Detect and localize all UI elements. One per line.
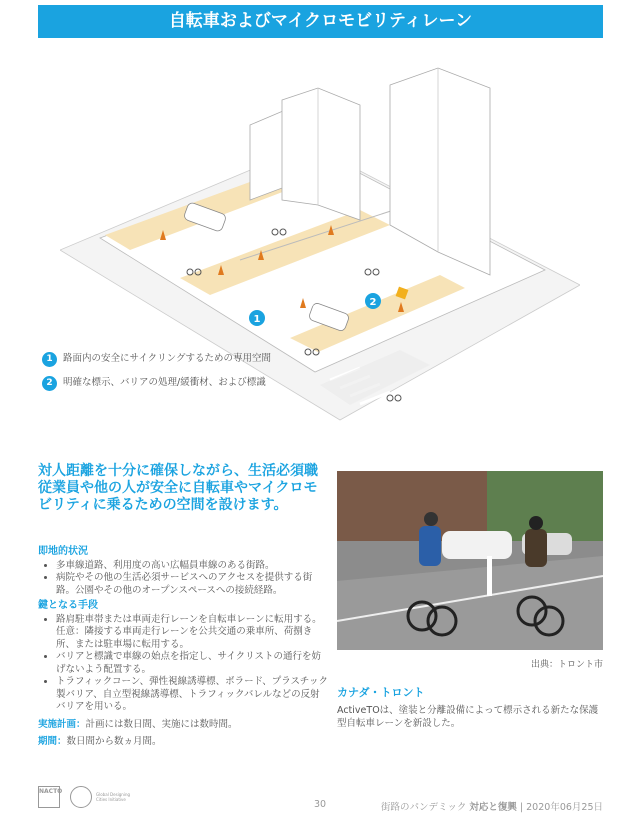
page-number: 30 [314, 799, 327, 810]
list-item: • バリアと標識で車線の始点を指定し、サイクリストの通行を妨げないよう配置する。 [56, 651, 328, 676]
svg-text:2: 2 [369, 297, 377, 308]
page-header [38, 5, 603, 38]
implementation-label: 実施計画： [38, 718, 86, 730]
svg-text:1: 1 [253, 314, 261, 325]
nacto-logo-text: NACTO [39, 788, 63, 795]
case-text: ActiveTOは、塗装と分離設備によって標示される新たな保護型自転車レーンを新設した。 [337, 705, 599, 729]
nacto-logo [38, 786, 63, 808]
period [38, 736, 328, 749]
building-2 [282, 88, 360, 220]
period-text: 数日間から数ヵ月間。 [66, 736, 162, 747]
page-title: 自転車およびマイクロモビリティレーン [168, 11, 473, 31]
callout-2 [365, 293, 381, 309]
legend-text: 明確な標示、バリアの処理/緩衝材、および標識 [63, 377, 266, 388]
gdci-globe-icon [70, 786, 92, 808]
legend-number: 2 [42, 376, 57, 391]
footer-doc-title: 街路のパンデミック [381, 802, 467, 813]
implementation [38, 719, 328, 732]
implementation-text: 計画には数日間、実施には数時間。 [85, 718, 238, 730]
footer-sep: | [519, 802, 527, 813]
list-item: • 路肩駐車帯または車両走行レーンを自転車レーンに転用する。任意：隣接する車両走行レーンを公共交通の乗車所、荷捌き所、または駐車場に転用する。 [56, 614, 328, 652]
legend-item [42, 352, 272, 367]
headline: 対人距離を十分に確保しながら、生活必須職従業員や他の人が安全に自転車やマイクロモビリティに乗るための空間を設けます。 [38, 463, 318, 513]
toronto-photo [337, 471, 603, 650]
legend [42, 352, 272, 400]
situation-list [38, 560, 328, 598]
footer-doc-bold: 対応と復興 [469, 802, 517, 813]
case-title: カナダ・トロント [337, 686, 425, 699]
means-list [38, 614, 328, 714]
list-item: • トラフィックコーン、弾性視線誘導標、ボラード、プラスチック製バリア、自立型視線誘導標、トラフィックバレルなどの反射バリアを用いる。 [56, 676, 328, 714]
period-label: 期間： [38, 736, 67, 747]
footer-logos [38, 786, 136, 808]
legend-text: 路面内の安全にサイクリングするための専用空間 [63, 353, 271, 364]
footer-title [381, 799, 603, 813]
situation-heading: 即地的状況 [38, 546, 88, 557]
callout-1 [249, 310, 265, 326]
body-text [38, 543, 328, 749]
means-heading: 鍵となる手段 [38, 600, 98, 611]
photo-credit: 出典：トロント市 [530, 660, 603, 670]
legend-number: 1 [42, 352, 57, 367]
footer-date: 2020年06月25日 [526, 802, 603, 813]
gdci-logo-text: Global Designing Cities Initiative [96, 792, 131, 802]
list-item: • 多車線道路、利用度の高い広幅員車線のある街路。 [56, 560, 328, 573]
list-item: • 病院やその他の生活必須サービスへのアクセスを提供する街路。公園やその他のオープンスペースへの接続経路。 [56, 572, 328, 597]
legend-item [42, 376, 272, 391]
